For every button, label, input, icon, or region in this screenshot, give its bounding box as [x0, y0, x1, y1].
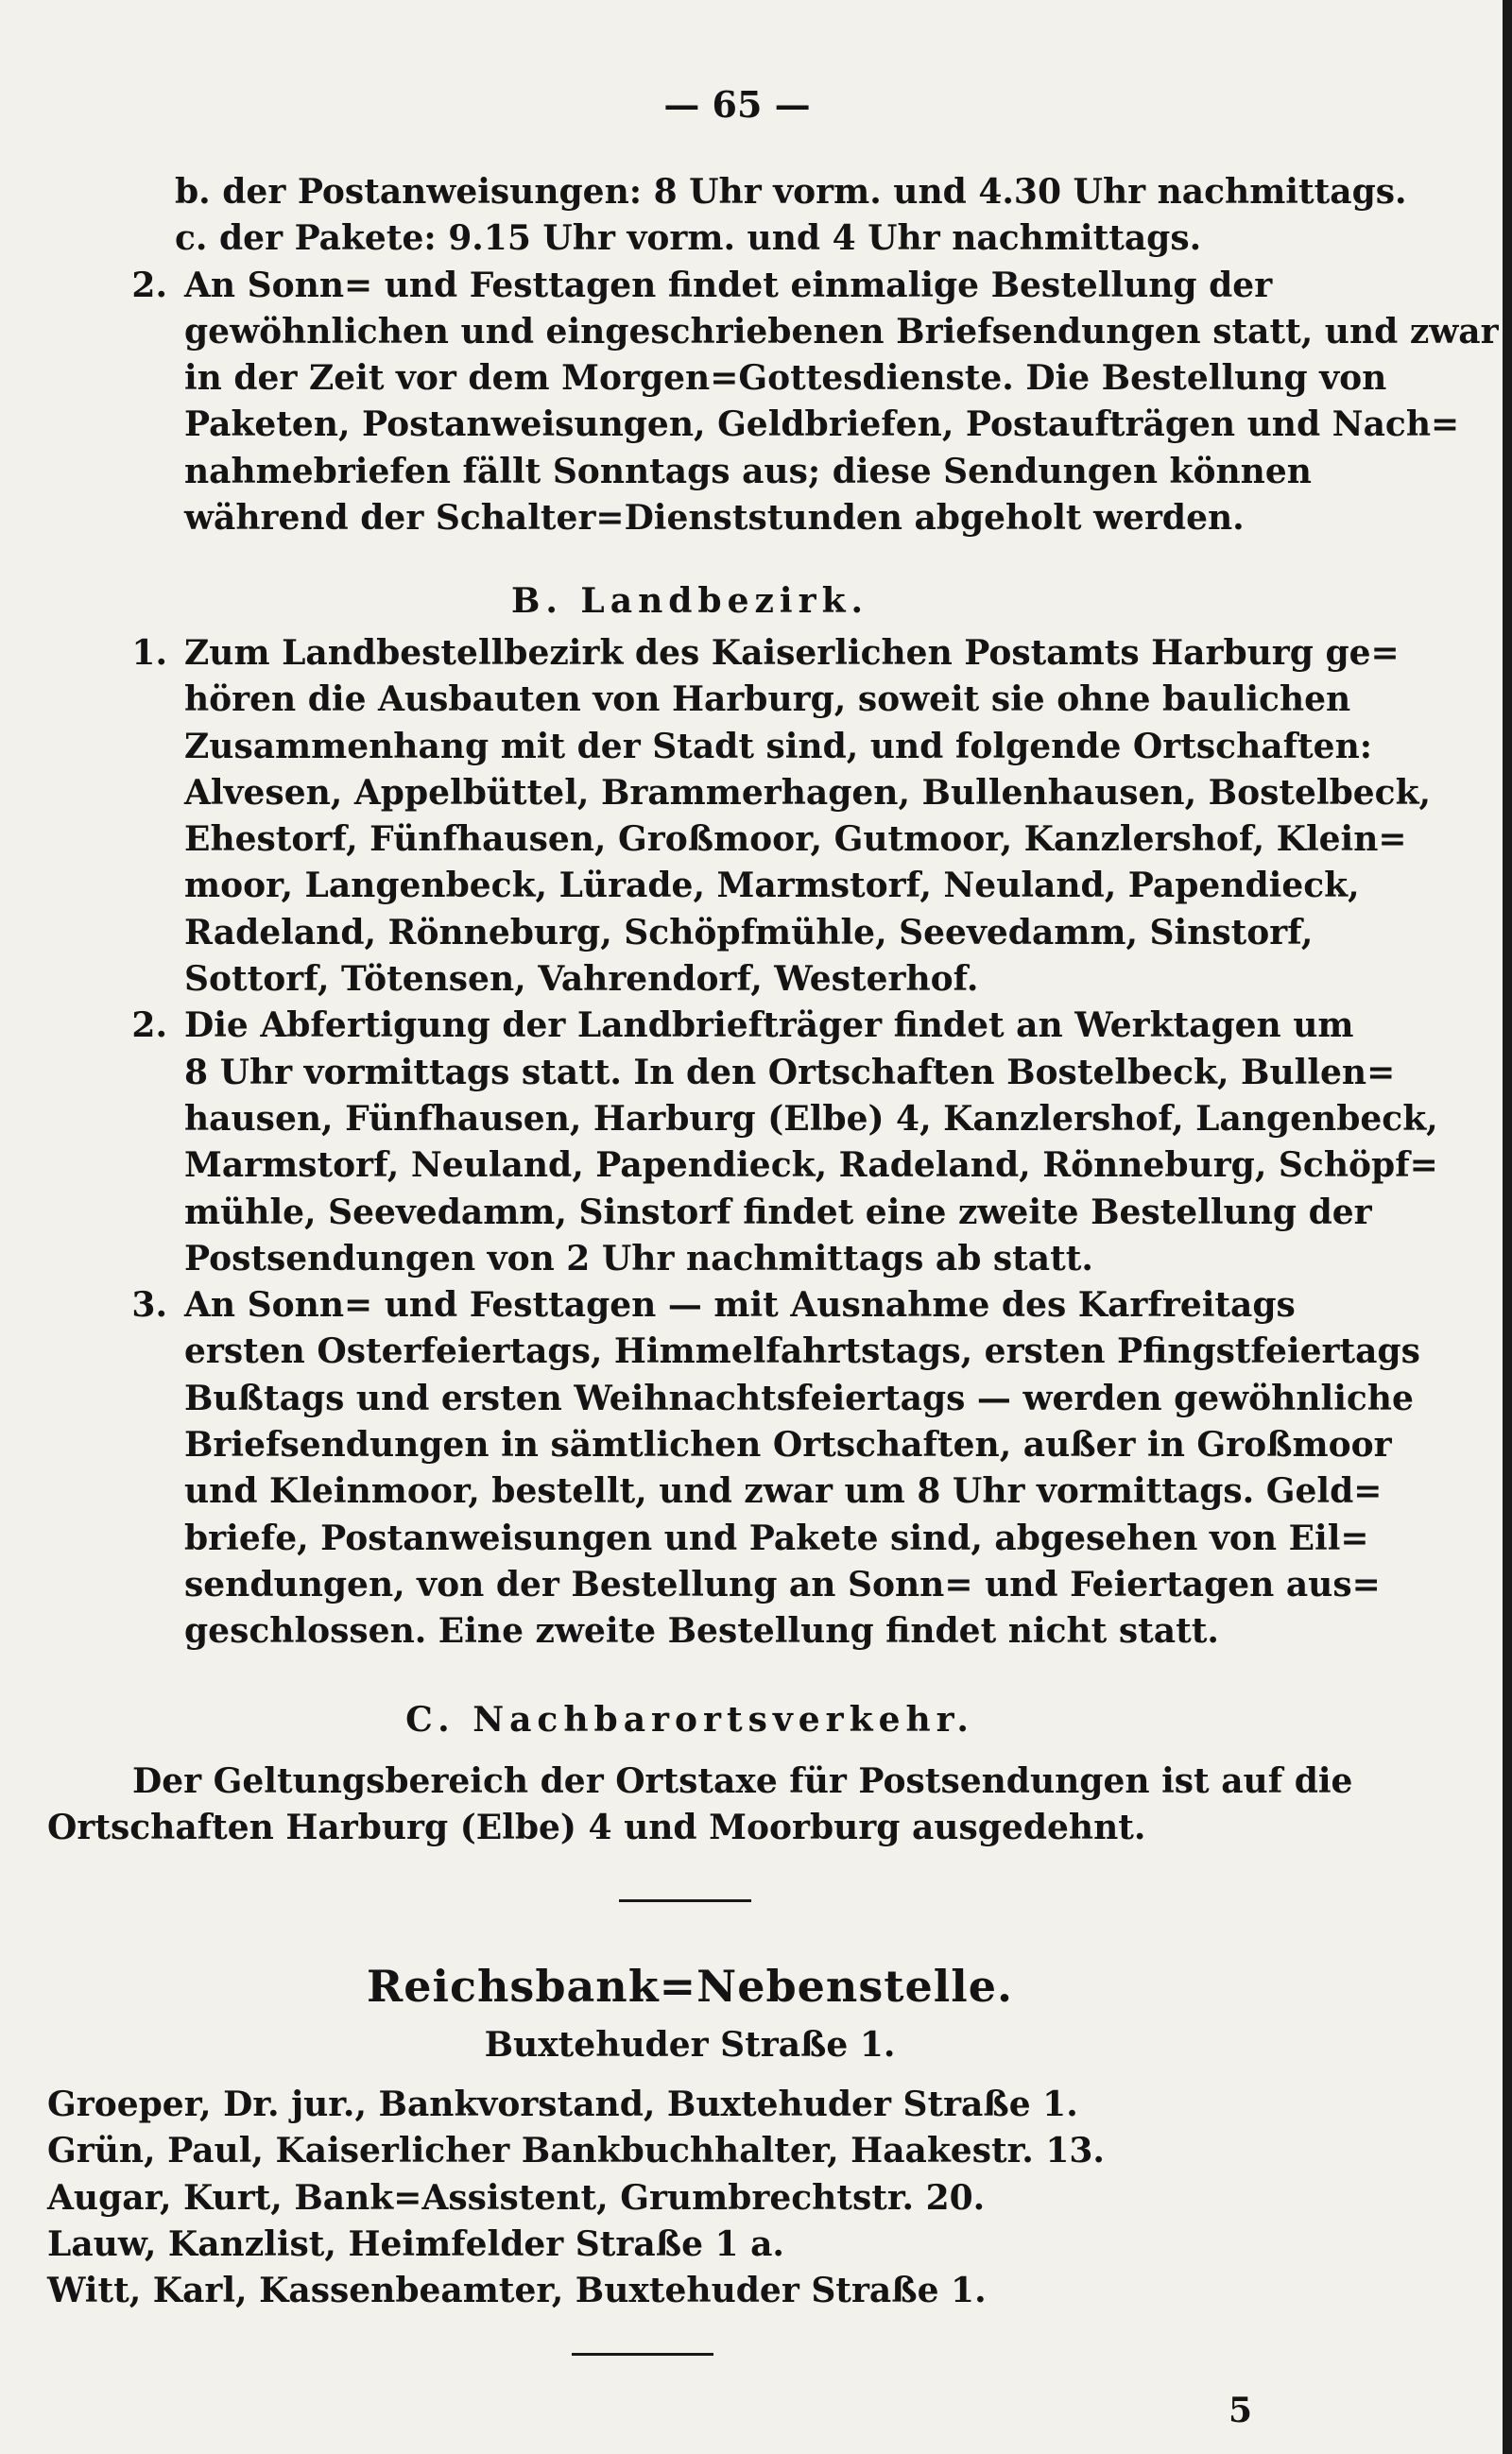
section-a-tail: [52, 169, 1499, 541]
b3-line-6: briefe, Postanweisungen und Pakete sind, abgesehen von Eil=: [184, 1518, 1369, 1558]
item-2-line-5: nahmebriefen fällt Sonntags aus; diese Sendungen können: [184, 451, 1312, 491]
b1-line-2: hören die Ausbauten von Harburg, soweit sie ohne baulichen: [184, 679, 1351, 720]
separator-rule-1: [619, 1899, 751, 1902]
b1-line-8: Sottorf, Tötensen, Vahrendorf, Westerhof.: [184, 959, 979, 1000]
b3-line-5: und Kleinmoor, bestellt, und zwar um 8 Uhr vormittags. Geld=: [184, 1471, 1383, 1512]
staff-entry: Lauw, Kanzlist, Heimfelder Straße 1 a.: [47, 2223, 784, 2264]
b3-line-8: geschlossen. Eine zweite Bestellung findet nicht statt.: [184, 1611, 1219, 1652]
b1-line-4: Alvesen, Appelbüttel, Brammerhagen, Bullenhausen, Bostelbeck,: [184, 772, 1432, 813]
b2-line-5: mühle, Seevedamm, Sinstorf findet eine zweite Bestellung der: [184, 1192, 1372, 1232]
section-c-body: [47, 1759, 1353, 1852]
b3-number: 3.: [131, 1285, 167, 1326]
b2-line-4: Marmstorf, Neuland, Papendieck, Radeland, Rönneburg, Schöpf=: [184, 1145, 1438, 1186]
section-c-line-2: Ortschaften Harburg (Elbe) 4 und Moorburg ausgedehnt.: [47, 1808, 1146, 1848]
b2-line-2: 8 Uhr vormittags statt. In den Ortschaften Bostelbeck, Bullen=: [184, 1052, 1396, 1092]
b1-line-1: 1. Zum Landbestellbezirk des Kaiserlichen Postamts Harburg ge=: [52, 630, 1318, 677]
reichsbank-address: Buxtehuder Straße 1.: [484, 2025, 896, 2065]
b1-line-6: moor, Langenbeck, Lürade, Marmstorf, Neuland, Papendieck,: [184, 866, 1360, 906]
staff-entry: Groeper, Dr. jur., Bankvorstand, Buxtehuder Straße 1.: [47, 2085, 1078, 2124]
section-b-items: [52, 630, 1438, 1656]
section-c-heading-wrap: [0, 1697, 1380, 1743]
item-2-line-2: gewöhnlichen und eingeschriebenen Briefsendungen statt, und zwar: [184, 311, 1499, 352]
b3-line-7: sendungen, von der Bestellung an Sonn= und Feiertagen aus=: [184, 1564, 1381, 1605]
b1-line-3: Zusammenhang mit der Stadt sind, und folgende Ortschaften:: [184, 726, 1373, 766]
reichsbank-staff-list: [47, 2082, 1314, 2314]
b3-line-3: Bußtags und ersten Weihnachtsfeiertags — werden gewöhnliche: [184, 1378, 1414, 1418]
reichsbank-address-wrap: [0, 2022, 1380, 2068]
b1-number: 1.: [131, 633, 167, 673]
item-2-line-3: in der Zeit vor dem Morgen=Gottesdienste. Die Bestellung von: [184, 358, 1387, 399]
b1-line-7: Radeland, Rönneburg, Schöpfmühle, Seevedamm, Sinstorf,: [184, 912, 1314, 952]
section-b-heading: B. Landbezirk.: [510, 581, 869, 621]
page-number: — 65 —: [663, 83, 811, 126]
b2-line-3: hausen, Fünfhausen, Harburg (Elbe) 4, Kanzlershof, Langenbeck,: [184, 1098, 1438, 1139]
item-c: c. der Pakete: 9.15 Uhr vorm. und 4 Uhr nachmittags.: [175, 218, 1202, 259]
staff-entry: Witt, Karl, Kassenbeamter, Buxtehuder Straße 1.: [47, 2271, 987, 2311]
b3-line-1: 3. An Sonn= und Festtagen — mit Ausnahme des Karfreitags: [52, 1282, 1318, 1329]
b2-number: 2.: [131, 1005, 167, 1046]
item-2-line-6: während der Schalter=Dienststunden abgeholt werden.: [184, 498, 1245, 539]
item-2-number: 2.: [131, 265, 167, 305]
section-c-heading: C. Nachbarortsverkehr.: [405, 1700, 974, 1740]
b3-line-4: Briefsendungen in sämtlichen Ortschaften, außer in Großmoor: [184, 1425, 1392, 1466]
signature-mark: 5: [1228, 2391, 1253, 2430]
b1-line-5: Ehestorf, Fünfhausen, Großmoor, Gutmoor, Kanzlershof, Klein=: [184, 819, 1407, 860]
section-c-line-1: Der Geltungsbereich der Ortstaxe für Postsendungen ist auf die: [132, 1761, 1353, 1801]
b3-line-2: ersten Osterfeiertags, Himmelfahrtstags, ersten Pfingstfeiertags: [184, 1331, 1420, 1372]
separator-rule-2: [572, 2353, 713, 2356]
reichsbank-heading-wrap: [0, 1961, 1380, 2012]
item-2-line-4: Paketen, Postanweisungen, Geldbriefen, Postaufträgen und Nach=: [184, 404, 1460, 445]
b2-line-1: 2. Die Abfertigung der Landbriefträger findet an Werktagen um: [52, 1003, 1318, 1049]
b2-line-6: Postsendungen von 2 Uhr nachmittags ab statt.: [184, 1238, 1093, 1278]
item-b: b. der Postanweisungen: 8 Uhr vorm. und 4.30 Uhr nachmittags.: [175, 172, 1407, 212]
staff-entry: Grün, Paul, Kaiserlicher Bankbuchhalter, Haakestr. 13.: [47, 2131, 1105, 2171]
item-2-line-1: 2. An Sonn= und Festtagen findet einmalige Bestellung der: [52, 263, 1318, 309]
page-edge: [1503, 0, 1512, 2454]
section-b-heading-wrap: [0, 578, 1380, 625]
reichsbank-heading: Reichsbank=Nebenstelle.: [367, 1961, 1013, 2012]
staff-entry: Augar, Kurt, Bank=Assistent, Grumbrechtstr. 20.: [47, 2177, 986, 2218]
